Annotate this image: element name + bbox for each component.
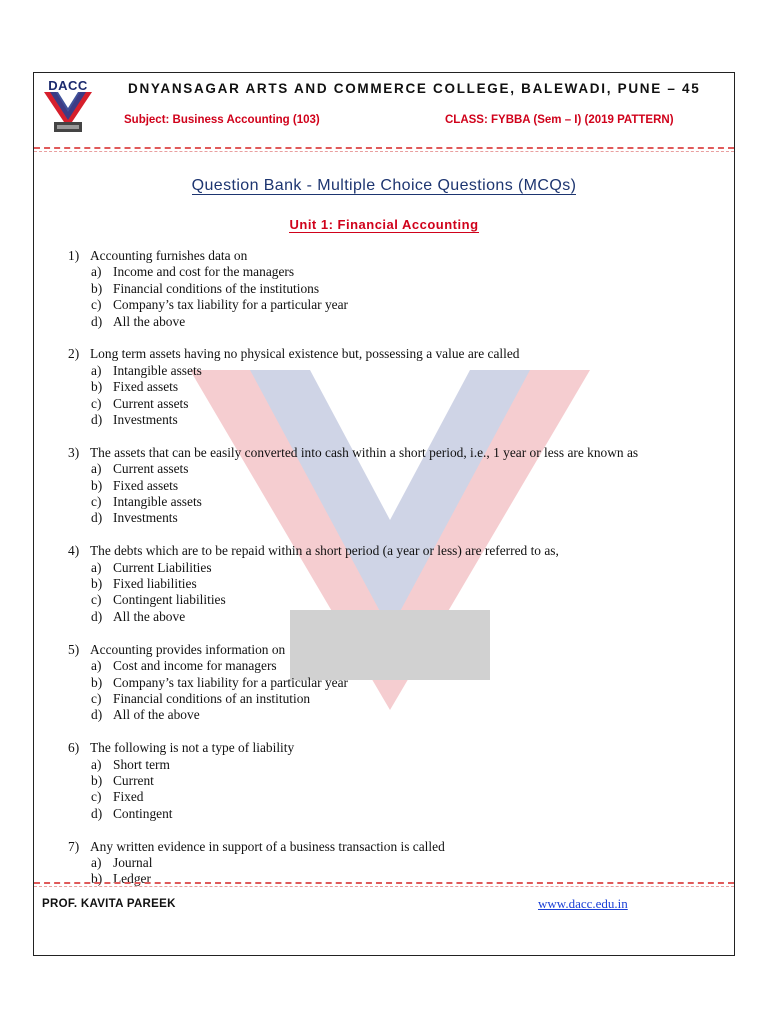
option-letter: b) (91, 576, 103, 592)
footer-divider-secondary (34, 886, 734, 887)
option-text: Fixed liabilities (113, 576, 197, 592)
question-item (68, 445, 718, 527)
option-text: Fixed assets (113, 477, 179, 493)
question-stem (68, 839, 718, 855)
option-letter: d) (91, 510, 103, 526)
college-name: DNYANSAGAR ARTS AND COMMERCE COLLEGE, BALEWADI, PUNE – 45 (128, 81, 701, 96)
question-text: The debts which are to be repaid within a short period (a year or less) are referred to as, (90, 543, 559, 559)
answer-option (68, 396, 718, 412)
option-text: Company’s tax liability for a particular year (113, 674, 349, 690)
answer-option (68, 478, 718, 494)
website-link[interactable]: www.dacc.edu.in (538, 896, 628, 911)
option-letter: d) (91, 707, 103, 723)
option-letter: d) (91, 805, 103, 821)
question-stem (68, 740, 718, 756)
option-letter: c) (91, 395, 102, 411)
option-text: Company’s tax liability for a particular year (113, 297, 349, 313)
question-item (68, 839, 718, 888)
question-stem (68, 642, 718, 658)
answer-option (68, 576, 718, 592)
answer-option (68, 675, 718, 691)
option-text: Intangible assets (113, 362, 202, 378)
answer-option (68, 773, 718, 789)
question-text: Accounting provides information on (90, 641, 286, 657)
option-text: Current assets (113, 395, 189, 411)
question-number: 3) (68, 444, 80, 460)
answer-option (68, 658, 718, 674)
question-item (68, 740, 718, 822)
option-text: All the above (113, 608, 186, 624)
option-text: Fixed (113, 789, 144, 805)
header-divider (34, 147, 734, 149)
answer-option (68, 707, 718, 723)
question-text: Any written evidence in support of a business transaction is called (90, 838, 445, 854)
option-text: All the above (113, 313, 186, 329)
answer-option (68, 592, 718, 608)
option-text: Short term (113, 756, 170, 772)
option-letter: b) (91, 772, 103, 788)
college-logo (38, 78, 98, 140)
option-text: Investments (113, 412, 178, 428)
question-number: 5) (68, 641, 80, 657)
answer-option (68, 494, 718, 510)
answer-option (68, 855, 718, 871)
document-title-text: Question Bank - Multiple Choice Questions (MCQs) (191, 177, 577, 194)
option-letter: b) (91, 379, 103, 395)
question-stem (68, 445, 718, 461)
option-letter: a) (91, 854, 102, 870)
option-text: Intangible assets (113, 494, 202, 510)
option-text: Current Liabilities (113, 559, 212, 575)
question-item (68, 346, 718, 428)
option-text: Ledger (113, 871, 151, 887)
answer-option (68, 757, 718, 773)
option-letter: a) (91, 264, 102, 280)
option-letter: c) (91, 297, 102, 313)
author-name: PROF. KAVITA PAREEK (42, 898, 176, 910)
option-letter: d) (91, 608, 103, 624)
answer-option (68, 297, 718, 313)
answer-option (68, 412, 718, 428)
option-letter: c) (91, 494, 102, 510)
question-stem (68, 346, 718, 362)
option-letter: a) (91, 362, 102, 378)
answer-option (68, 281, 718, 297)
option-text: Contingent (113, 805, 173, 821)
question-list (68, 248, 718, 904)
answer-option (68, 806, 718, 822)
question-text: The following is not a type of liability (90, 740, 295, 756)
option-letter: c) (91, 592, 102, 608)
option-letter: a) (91, 559, 102, 575)
question-number: 7) (68, 838, 80, 854)
class-label: CLASS: FYBBA (Sem – I) (2019 PATTERN) (445, 114, 674, 126)
option-letter: c) (91, 690, 102, 706)
question-item (68, 248, 718, 330)
document-title (0, 177, 768, 195)
question-item (68, 642, 718, 724)
question-text: Accounting furnishes data on (90, 248, 248, 263)
question-number: 2) (68, 346, 80, 362)
option-text: All of the above (113, 707, 200, 723)
option-letter: c) (91, 789, 102, 805)
header-divider-secondary (34, 151, 734, 152)
option-text: Journal (113, 854, 153, 870)
question-text: Long term assets having no physical existence but, possessing a value are called (90, 346, 520, 362)
option-letter: b) (91, 674, 103, 690)
question-text: The assets that can be easily converted into cash within a short period, i.e., 1 year or less are known as (90, 444, 639, 460)
answer-option (68, 560, 718, 576)
option-text: Financial conditions of the institutions (113, 280, 320, 296)
logo-text: DACC (48, 78, 88, 93)
question-stem (68, 543, 718, 559)
option-text: Cost and income for managers (113, 658, 277, 674)
option-text: Current (113, 772, 154, 788)
answer-option (68, 609, 718, 625)
question-number: 4) (68, 543, 80, 559)
answer-option (68, 789, 718, 805)
answer-option (68, 379, 718, 395)
option-letter: a) (91, 461, 102, 477)
question-number: 6) (68, 740, 80, 756)
answer-option (68, 510, 718, 526)
answer-option (68, 363, 718, 379)
option-letter: a) (91, 756, 102, 772)
unit-title (0, 217, 768, 232)
option-letter: a) (91, 658, 102, 674)
footer-divider (34, 882, 734, 884)
option-text: Current assets (113, 461, 189, 477)
option-text: Financial conditions of an institution (113, 690, 311, 706)
answer-option (68, 314, 718, 330)
option-letter: d) (91, 412, 103, 428)
answer-option (68, 691, 718, 707)
option-letter: b) (91, 280, 103, 296)
option-text: Contingent liabilities (113, 592, 226, 608)
answer-option (68, 264, 718, 280)
question-stem (68, 248, 718, 264)
question-item (68, 543, 718, 625)
answer-option (68, 461, 718, 477)
option-letter: b) (91, 477, 103, 493)
option-text: Income and cost for the managers (113, 264, 295, 280)
unit-title-text: Unit 1: Financial Accounting (289, 217, 479, 232)
option-letter: d) (91, 313, 103, 329)
question-number: 1) (68, 248, 80, 263)
option-text: Fixed assets (113, 379, 179, 395)
subject-label: Subject: Business Accounting (103) (124, 114, 320, 126)
option-text: Investments (113, 510, 178, 526)
option-letter: b) (91, 871, 103, 887)
